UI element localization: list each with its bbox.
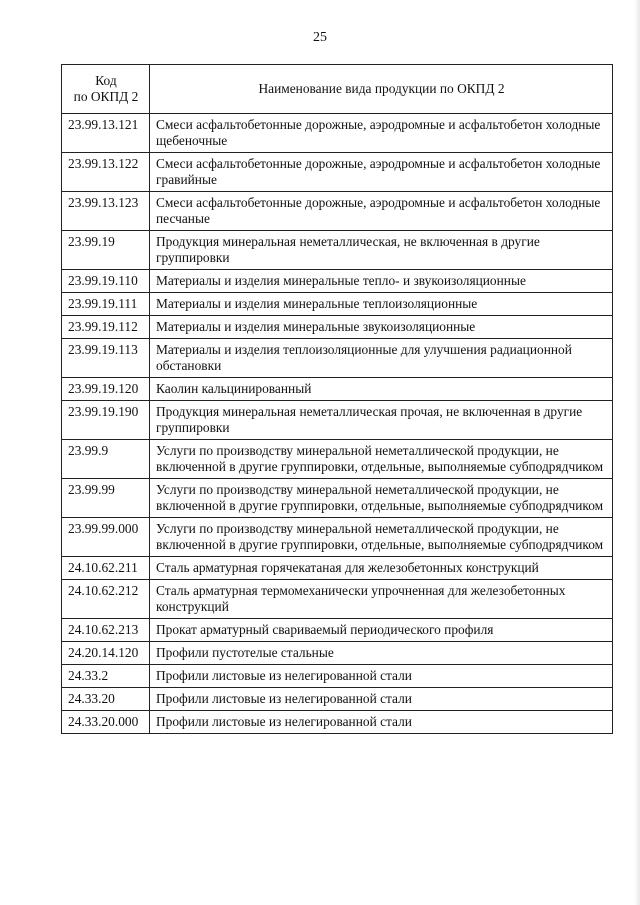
okpd-code-cell: 23.99.99.000 [62,518,150,557]
okpd-code-cell: 23.99.19.112 [62,316,150,339]
table-row [62,518,613,557]
table-row [62,339,613,378]
product-name-cell: Смеси асфальтобетонные дорожные, аэродромные и асфальтобетон холодные гравийные [150,153,613,192]
okpd-code-cell: 24.10.62.213 [62,619,150,642]
product-name-cell: Сталь арматурная термомеханически упрочненная для железобетонных конструкций [150,580,613,619]
okpd-code-cell: 23.99.19.113 [62,339,150,378]
table-row [62,665,613,688]
table-body [62,114,613,734]
product-name-cell: Прокат арматурный свариваемый периодического профиля [150,619,613,642]
okpd-code-cell: 24.10.62.211 [62,557,150,580]
table-row [62,316,613,339]
table-row [62,192,613,231]
page-number: 25 [313,30,327,45]
table-row [62,440,613,479]
okpd-code-cell: 23.99.19 [62,231,150,270]
product-name-cell: Смеси асфальтобетонные дорожные, аэродромные и асфальтобетон холодные щебеночные [150,114,613,153]
product-name-cell: Материалы и изделия минеральные теплоизоляционные [150,293,613,316]
okpd-code-cell: 24.10.62.212 [62,580,150,619]
table-row [62,580,613,619]
okpd-code-cell: 23.99.99 [62,479,150,518]
product-name-cell: Продукция минеральная неметаллическая, не включенная в другие группировки [150,231,613,270]
header-code: Код по ОКПД 2 [62,65,150,114]
okpd-code-cell: 24.33.20 [62,688,150,711]
table-row [62,231,613,270]
okpd-code-cell: 24.20.14.120 [62,642,150,665]
table-header-row [62,65,613,114]
okpd-code-cell: 23.99.19.190 [62,401,150,440]
okpd-code-cell: 23.99.13.123 [62,192,150,231]
table-row [62,557,613,580]
table-row [62,619,613,642]
scan-edge-shadow [634,0,640,905]
table-row [62,153,613,192]
table-row [62,114,613,153]
okpd-code-cell: 24.33.20.000 [62,711,150,734]
product-name-cell: Профили пустотелые стальные [150,642,613,665]
okpd-code-cell: 23.99.13.121 [62,114,150,153]
table-row [62,642,613,665]
table-row [62,378,613,401]
table-row [62,270,613,293]
product-name-cell: Услуги по производству минеральной неметаллической продукции, не включенной в другие группировки, отдельные, выполняемые субподрядчиком [150,440,613,479]
table-row [62,711,613,734]
table-row [62,293,613,316]
product-name-cell: Профили листовые из нелегированной стали [150,711,613,734]
product-name-cell: Смеси асфальтобетонные дорожные, аэродромные и асфальтобетон холодные песчаные [150,192,613,231]
product-name-cell: Услуги по производству минеральной неметаллической продукции, не включенной в другие группировки, отдельные, выполняемые субподрядчиком [150,518,613,557]
okpd-code-cell: 23.99.13.122 [62,153,150,192]
product-name-cell: Профили листовые из нелегированной стали [150,665,613,688]
product-name-cell: Каолин кальцинированный [150,378,613,401]
okpd-table [61,64,613,734]
okpd-code-cell: 23.99.19.110 [62,270,150,293]
product-name-cell: Материалы и изделия теплоизоляционные для улучшения радиационной обстановки [150,339,613,378]
product-name-cell: Материалы и изделия минеральные звукоизоляционные [150,316,613,339]
okpd-code-cell: 23.99.19.111 [62,293,150,316]
product-name-cell: Сталь арматурная горячекатаная для железобетонных конструкций [150,557,613,580]
okpd-code-cell: 23.99.9 [62,440,150,479]
table-row [62,688,613,711]
okpd-code-cell: 24.33.2 [62,665,150,688]
header-name: Наименование вида продукции по ОКПД 2 [150,65,613,114]
product-name-cell: Материалы и изделия минеральные тепло- и звукоизоляционные [150,270,613,293]
okpd-code-cell: 23.99.19.120 [62,378,150,401]
product-name-cell: Продукция минеральная неметаллическая прочая, не включенная в другие группировки [150,401,613,440]
table-row [62,479,613,518]
table-row [62,401,613,440]
product-name-cell: Услуги по производству минеральной неметаллической продукции, не включенной в другие группировки, отдельные, выполняемые субподрядчиком [150,479,613,518]
product-name-cell: Профили листовые из нелегированной стали [150,688,613,711]
